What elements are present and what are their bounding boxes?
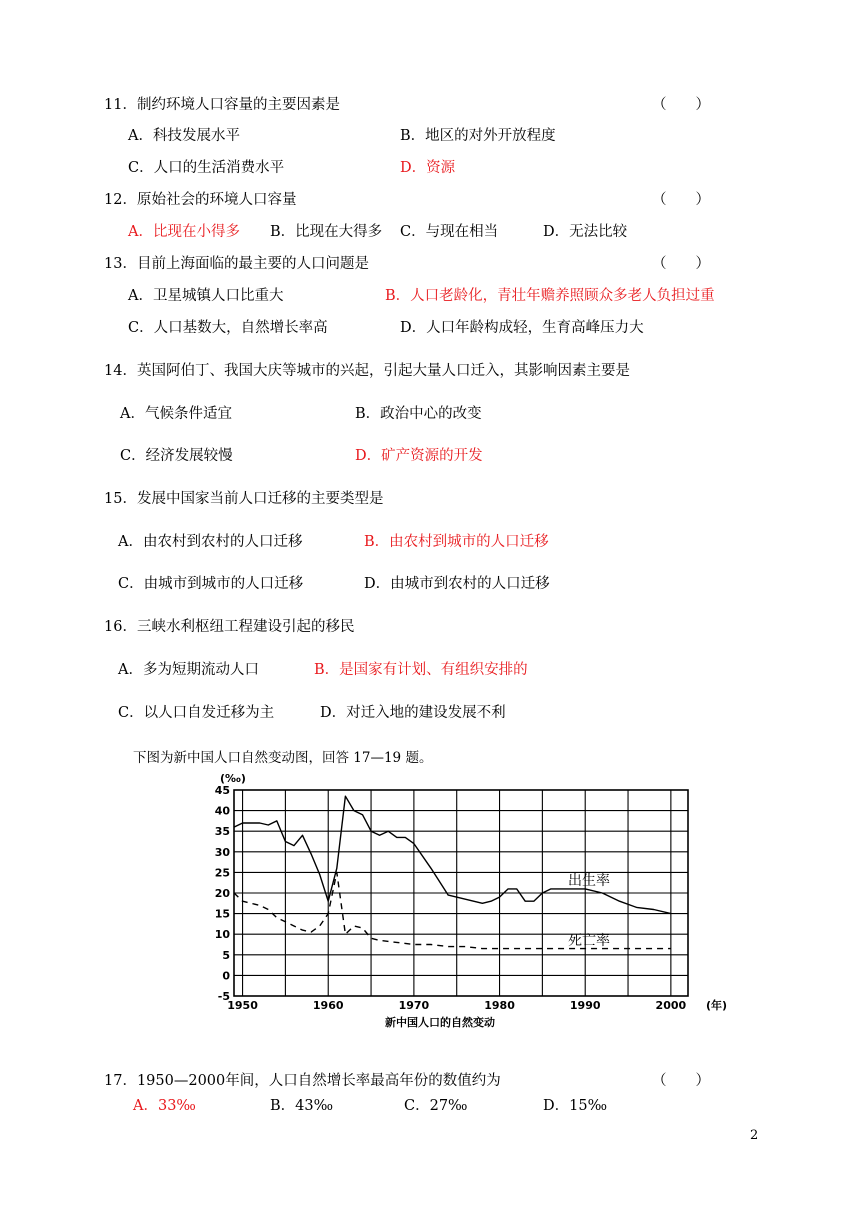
y-tick-label: 10 — [214, 928, 230, 942]
q15-option-c: C．由城市到城市的人口迁移 — [118, 576, 304, 592]
q13-answer-paren[interactable]: （ ） — [652, 256, 710, 272]
y-tick-label: 30 — [214, 845, 230, 859]
y-tick-label: 0 — [222, 969, 230, 983]
q17-stem: 17．1950—2000年间，人口自然增长率最高年份的数值约为 — [104, 1073, 501, 1089]
q12-option-a: A．比现在小得多 — [128, 224, 240, 240]
q16-option-b: B．是国家有计划、有组织安排的 — [314, 662, 528, 678]
chart-intro: 下图为新中国人口自然变动图，回答 17—19 题。 — [133, 750, 433, 766]
x-tick-label: 1970 — [398, 999, 430, 1012]
population-change-chart — [200, 768, 740, 1030]
q11-stem: 11．制约环境人口容量的主要因素是 — [104, 97, 340, 113]
q11-option-c: C．人口的生活消费水平 — [128, 160, 285, 176]
x-tick-label: 1960 — [312, 999, 344, 1012]
y-unit-label: (‰) — [220, 772, 246, 785]
q11-option-d: D．资源 — [400, 160, 456, 176]
q13-option-c: C．人口基数大，自然增长率高 — [128, 320, 328, 336]
y-tick-label: -5 — [217, 990, 230, 1003]
y-tick-label: 40 — [214, 804, 230, 818]
q17-answer-paren[interactable]: （ ） — [652, 1073, 710, 1089]
q12-option-b: B．比现在大得多 — [270, 224, 383, 240]
q17-option-b: B．43‰ — [270, 1098, 334, 1114]
y-tick-label: 35 — [214, 825, 230, 839]
q13-stem: 13．目前上海面临的最主要的人口问题是 — [104, 256, 369, 272]
chart-grid — [234, 790, 688, 996]
q15-option-d: D．由城市到农村的人口迁移 — [364, 576, 550, 592]
series-label-death: 死亡率 — [568, 933, 610, 949]
q16-option-a: A．多为短期流动人口 — [118, 662, 259, 678]
y-tick-label: 25 — [214, 866, 230, 880]
chart-title: 新中国人口的自然变动 — [385, 1016, 495, 1029]
q12-option-c: C．与现在相当 — [400, 224, 499, 240]
q16-option-d: D．对迁入地的建设发展不利 — [320, 705, 506, 721]
q17-option-a: A．33‰ — [133, 1098, 196, 1114]
x-tick-label: 1990 — [569, 999, 601, 1012]
q16-option-c: C．以人口自发迁移为主 — [118, 705, 275, 721]
q15-option-b: B．由农村到城市的人口迁移 — [364, 534, 549, 550]
q14-option-a: A．气候条件适宜 — [120, 406, 232, 422]
q11-answer-paren[interactable]: （ ） — [652, 97, 710, 113]
q16-stem: 16．三峡水利枢纽工程建设引起的移民 — [104, 619, 355, 635]
y-tick-label: 5 — [222, 948, 230, 962]
series-label-birth: 出生率 — [568, 873, 610, 889]
q14-option-c: C．经济发展较慢 — [120, 448, 233, 464]
x-tick-label: 2000 — [655, 999, 687, 1012]
q13-option-a: A．卫星城镇人口比重大 — [128, 288, 284, 304]
q17-option-d: D．15‰ — [543, 1098, 608, 1114]
q14-stem: 14．英国阿伯丁、我国大庆等城市的兴起，引起大量人口迁入，其影响因素主要是 — [104, 363, 630, 379]
q12-answer-paren[interactable]: （ ） — [652, 192, 710, 208]
q14-option-d: D．矿产资源的开发 — [355, 448, 483, 464]
y-tick-label: 15 — [214, 907, 230, 921]
q17-option-c: C．27‰ — [404, 1098, 468, 1114]
q11-option-b: B．地区的对外开放程度 — [400, 128, 556, 144]
q11-option-a: A．科技发展水平 — [128, 128, 240, 144]
q15-stem: 15．发展中国家当前人口迁移的主要类型是 — [104, 491, 384, 507]
q12-stem: 12．原始社会的环境人口容量 — [104, 192, 297, 208]
y-tick-label: 45 — [214, 784, 230, 797]
birth-rate-line — [234, 796, 671, 913]
q15-option-a: A．由农村到农村的人口迁移 — [118, 534, 303, 550]
q12-option-d: D．无法比较 — [543, 224, 628, 240]
page-number: 2 — [750, 1128, 759, 1143]
q14-option-b: B．政治中心的改变 — [355, 406, 482, 422]
q13-option-b: B．人口老龄化，青壮年赡养照顾众多老人负担过重 — [385, 288, 715, 304]
q13-option-d: D．人口年龄构成轻，生育高峰压力大 — [400, 320, 644, 336]
x-tick-label: 1980 — [484, 999, 515, 1012]
x-unit-label: (年) — [706, 999, 728, 1012]
y-tick-label: 20 — [214, 887, 230, 900]
x-tick-label: 1950 — [227, 999, 258, 1012]
